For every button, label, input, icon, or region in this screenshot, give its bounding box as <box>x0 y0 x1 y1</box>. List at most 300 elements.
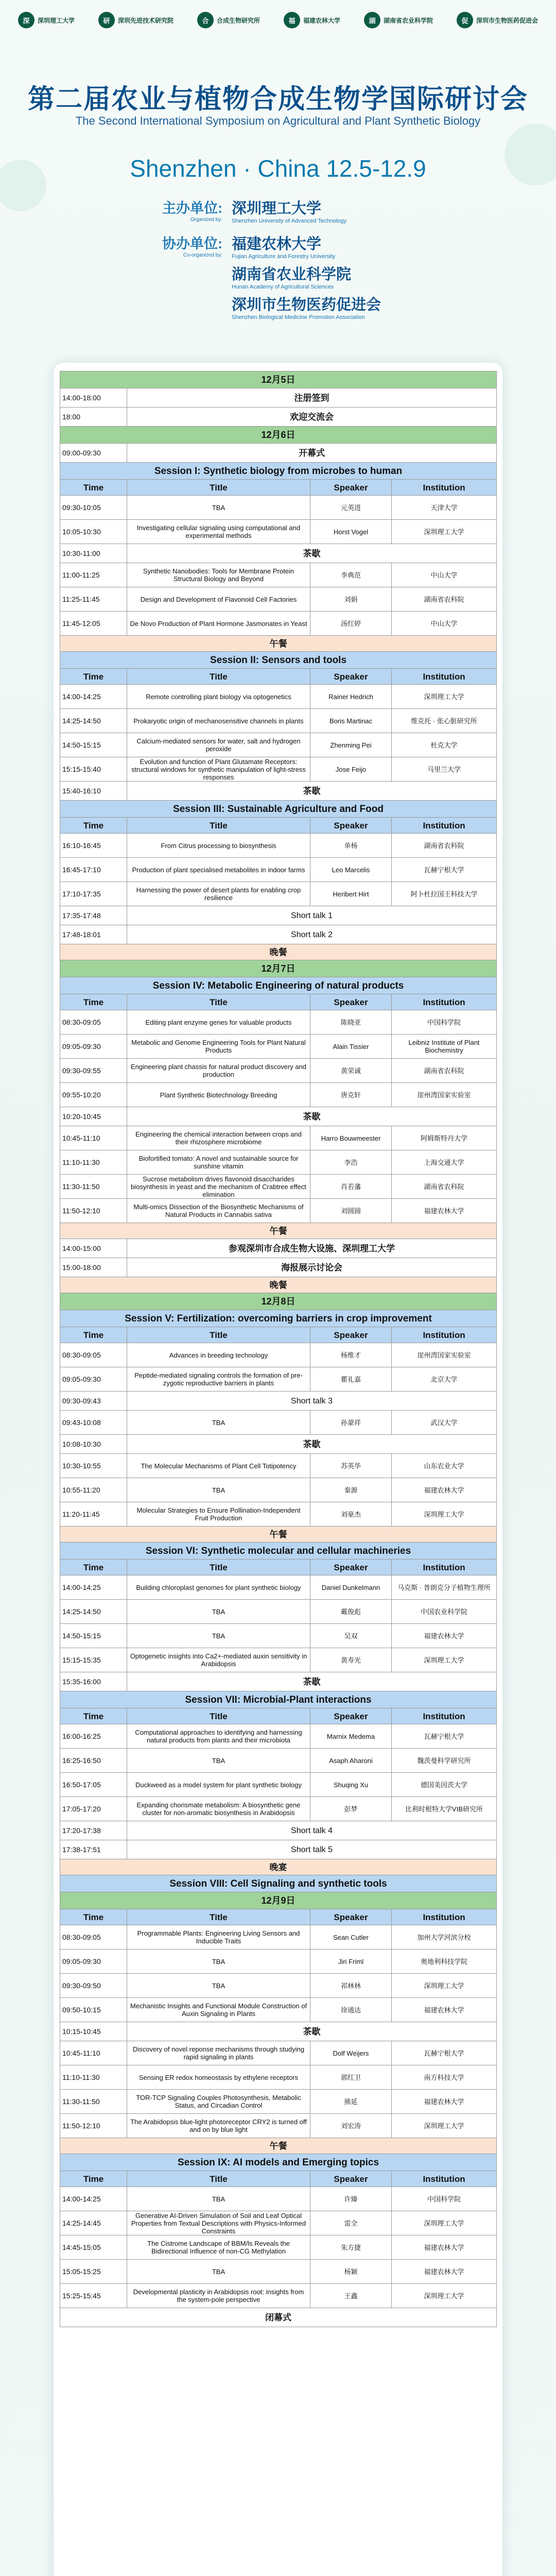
talk-speaker: Heribert Hirt <box>310 882 392 906</box>
event-label: 注册签到 <box>127 388 497 408</box>
column-header-institution: Institution <box>392 480 497 496</box>
talk-speaker: Alain Tissier <box>310 1035 392 1059</box>
talk-institution: 深圳理工大学 <box>392 685 497 709</box>
day-row <box>60 371 497 388</box>
talk-title: TBA <box>127 1624 310 1648</box>
talk-speaker: 苏英华 <box>310 1454 392 1478</box>
talk-row <box>60 1059 497 1083</box>
talk-speaker: 许臻 <box>310 2187 392 2211</box>
talk-time: 14:50-15:15 <box>60 733 127 757</box>
column-header-institution: Institution <box>392 1327 497 1343</box>
talk-institution: 比利时根特大学VIB研究所 <box>392 1797 497 1821</box>
talk-title: Prokaryotic origin of mechanosensitive channels in plants <box>127 709 310 733</box>
session-row <box>60 977 497 994</box>
talk-time: 09:05-09:30 <box>60 1950 127 1974</box>
siat-logo <box>18 12 75 28</box>
talk-row <box>60 1624 497 1648</box>
talk-time: 11:30-11:50 <box>60 2090 127 2114</box>
talk-speaker: 李浩 <box>310 1150 392 1175</box>
talk-title: Peptide-mediated signaling controls the formation of pre-zygotic reproductive barriers in plants <box>127 1367 310 1392</box>
talk-title: Multi-omics Dissection of the Biosynthetic Mechanisms of Natural Products in Cannabis sativa <box>127 1199 310 1223</box>
column-header-title: Title <box>127 994 310 1010</box>
meal-label: 午餐 <box>60 1527 497 1543</box>
talk-title: Sensing ER redox homeostasis by ethylene receptors <box>127 2065 310 2090</box>
event-time: 10:20-10:45 <box>60 1107 127 1126</box>
talk-time: 11:30-11:50 <box>60 1175 127 1199</box>
talk-institution: 瓦赫宁根大学 <box>392 858 497 882</box>
event-row <box>60 1239 497 1258</box>
talk-time: 09:05-09:30 <box>60 1367 127 1392</box>
institute-logo-icon: 研 <box>98 12 115 28</box>
coorganizer-name-en: Hunan Academy of Agricultural Sciences <box>232 284 334 290</box>
talk-speaker: Harro Bouwmeester <box>310 1126 392 1150</box>
talk-institution: 湖南省农科院 <box>392 1175 497 1199</box>
talk-institution: 瓦赫宁根大学 <box>392 2041 497 2065</box>
talk-time: 09:55-10:20 <box>60 1083 127 1107</box>
talk-title: The Molecular Mechanisms of Plant Cell Totipotency <box>127 1454 310 1478</box>
event-row <box>60 2022 497 2041</box>
talk-institution: 深圳理工大学 <box>392 1974 497 1998</box>
talk-row <box>60 496 497 520</box>
talk-speaker: Daniel Dunkelmann <box>310 1575 392 1600</box>
talk-title: Building chloroplast genomes for plant synthetic biology <box>127 1575 310 1600</box>
event-time: 15:35-16:00 <box>60 1672 127 1691</box>
organized-label-en: Organized by: <box>190 217 222 223</box>
coorganizer-name: 深圳市生物医药促进会 <box>232 297 381 313</box>
schedule-table <box>60 371 497 2327</box>
talk-time: 10:45-11:10 <box>60 1126 127 1150</box>
coorganizer-name-en: Shenzhen Biological Medicine Promotion Association <box>232 314 365 320</box>
column-header-time: Time <box>60 1560 127 1575</box>
column-header-time: Time <box>60 1909 127 1925</box>
talk-institution: 福建农林大学 <box>392 2090 497 2114</box>
talk-time: 10:05-10:30 <box>60 520 127 544</box>
talk-title: TBA <box>127 1600 310 1624</box>
logo-bar <box>0 4 556 36</box>
talk-title: TOR-TCP Signaling Couples Photosynthesis, Metabolic Status, and Circadian Control <box>127 2090 310 2114</box>
talk-speaker: 唐克轩 <box>310 1083 392 1107</box>
page-title-english: The Second International Symposium on Agricultural and Plant Synthetic Biology <box>75 114 481 127</box>
column-header-title: Title <box>127 669 310 685</box>
meal-label: 午餐 <box>60 2138 497 2154</box>
talk-row <box>60 1749 497 1773</box>
event-label: 茶歇 <box>127 2022 497 2041</box>
talk-row <box>60 757 497 782</box>
day-row <box>60 1293 497 1310</box>
synbio-logo <box>197 12 260 28</box>
column-header-speaker: Speaker <box>310 480 392 496</box>
column-header-institution: Institution <box>392 1560 497 1575</box>
page-title: 第二届农业与植物合成生物学国际研讨会 <box>27 84 528 114</box>
talk-row <box>60 1724 497 1749</box>
talk-title: Remote controlling plant biology via optogenetics <box>127 685 310 709</box>
talk-time: 16:50-17:05 <box>60 1773 127 1797</box>
talk-time: 11:25-11:45 <box>60 587 127 612</box>
session-row <box>60 463 497 480</box>
column-header-speaker: Speaker <box>310 2171 392 2187</box>
talk-speaker: 祁林林 <box>310 1974 392 1998</box>
talk-title: Computational approaches to identifying and harnessing natural products from plants and their microbiota <box>127 1724 310 1749</box>
organizer-name-en: Shenzhen University of Advanced Technology <box>232 218 346 224</box>
meal-row <box>60 1859 497 1875</box>
event-label: 茶歇 <box>127 1672 497 1691</box>
talk-institution: 福建农林大学 <box>392 2235 497 2260</box>
talk-time: 14:45-15:05 <box>60 2235 127 2260</box>
event-label: Short talk 4 <box>127 1821 497 1840</box>
talk-row <box>60 563 497 587</box>
coorganizer-name-en: Fujian Agriculture and Forestry University <box>232 253 336 260</box>
talk-institution: 福建农林大学 <box>392 1478 497 1502</box>
column-header-speaker: Speaker <box>310 669 392 685</box>
event-time: 17:48-18:01 <box>60 925 127 944</box>
talk-speaker: 杨颖 <box>310 2260 392 2284</box>
talk-row <box>60 587 497 612</box>
talk-time: 14:50-15:15 <box>60 1624 127 1648</box>
talk-institution: 福建农林大学 <box>392 2260 497 2284</box>
talk-institution: 天津大学 <box>392 496 497 520</box>
talk-title: Sucrose metabolism drives flavonoid disaccharides biosynthesis in yeast and the mechanism of Crabtree effect elimination <box>127 1175 310 1199</box>
talk-speaker: 刘娟 <box>310 587 392 612</box>
talk-row <box>60 1035 497 1059</box>
day-row <box>60 1892 497 1909</box>
talk-institution: 福建农林大学 <box>392 1998 497 2022</box>
column-header-institution: Institution <box>392 669 497 685</box>
coorganized-label: 协办单位: <box>162 236 222 251</box>
event-time: 10:15-10:45 <box>60 2022 127 2041</box>
column-header-time: Time <box>60 669 127 685</box>
closing-row <box>60 2308 497 2327</box>
talk-institution: 阿卜杜拉国王科技大学 <box>392 882 497 906</box>
talk-title: Optogenetic insights into Ca2+-mediated auxin sensitivity in Arabidopsis <box>127 1648 310 1672</box>
talk-row <box>60 1575 497 1600</box>
meal-label: 晚餐 <box>60 1277 497 1293</box>
day-label: 12月5日 <box>60 371 497 388</box>
talk-title: Calcium-mediated sensors for water, salt and hydrogen peroxide <box>127 733 310 757</box>
column-header-title: Title <box>127 1560 310 1575</box>
talk-institution: 瓦赫宁根大学 <box>392 1724 497 1749</box>
talk-speaker: 单杨 <box>310 834 392 858</box>
talk-speaker: 郭红卫 <box>310 2065 392 2090</box>
meal-row <box>60 1223 497 1239</box>
talk-row <box>60 1367 497 1392</box>
talk-row <box>60 1199 497 1223</box>
event-label: Short talk 5 <box>127 1840 497 1859</box>
talk-row <box>60 1083 497 1107</box>
talk-speaker: 瞿礼嘉 <box>310 1367 392 1392</box>
event-label: Short talk 2 <box>127 925 497 944</box>
association-logo <box>457 12 538 28</box>
column-header-title: Title <box>127 1327 310 1343</box>
event-label: 海报展示讨论会 <box>127 1258 497 1277</box>
logo-name: 深圳理工大学 <box>37 16 75 24</box>
event-label: Short talk 1 <box>127 906 497 925</box>
day-label: 12月7日 <box>60 960 497 977</box>
talk-title: Programmable Plants: Engineering Living Sensors and Inducible Traits <box>127 1925 310 1950</box>
talk-time: 16:45-17:10 <box>60 858 127 882</box>
event-time: 14:00-15:00 <box>60 1239 127 1258</box>
session-row <box>60 2154 497 2171</box>
day-label: 12月9日 <box>60 1892 497 1909</box>
talk-title: Duckweed as a model system for plant synthetic biology <box>127 1773 310 1797</box>
column-header-title: Title <box>127 1909 310 1925</box>
event-row <box>60 906 497 925</box>
column-header-time: Time <box>60 480 127 496</box>
organizers <box>145 197 464 329</box>
event-row <box>60 1672 497 1691</box>
session-title: Session VI: Synthetic molecular and cellular machineries <box>60 1543 497 1560</box>
coorganizer <box>232 263 381 290</box>
talk-institution: 阿姆斯特丹大学 <box>392 1126 497 1150</box>
synbio-logo-icon: 合 <box>197 12 214 28</box>
talk-time: 11:45-12:05 <box>60 612 127 636</box>
column-header-row <box>60 818 497 834</box>
talk-row <box>60 520 497 544</box>
session-title: Session V: Fertilization: overcoming barriers in crop improvement <box>60 1310 497 1327</box>
session-title: Session III: Sustainable Agriculture and Food <box>60 801 497 818</box>
talk-title: The Cistrome Landscape of BBM/ls Reveals the Bidirectional Influence of non-CG Methylation <box>127 2235 310 2260</box>
meal-row <box>60 1527 497 1543</box>
talk-title: TBA <box>127 1950 310 1974</box>
meal-label: 午餐 <box>60 1223 497 1239</box>
talk-institution: 深圳理工大学 <box>392 1648 497 1672</box>
event-time: 17:35-17:48 <box>60 906 127 925</box>
event-row <box>60 1258 497 1277</box>
column-header-speaker: Speaker <box>310 1560 392 1575</box>
talk-row <box>60 2211 497 2235</box>
talk-institution: 中国科学院 <box>392 2187 497 2211</box>
talk-title: Discovery of novel reponse mechanisms through studying rapid signaling in plants <box>127 2041 310 2065</box>
talk-speaker: 熊延 <box>310 2090 392 2114</box>
logo-name: 湖南省农业科学院 <box>383 16 433 24</box>
talk-speaker: 杨维才 <box>310 1343 392 1367</box>
talk-title: Design and Development of Flavonoid Cell Factories <box>127 587 310 612</box>
column-header-time: Time <box>60 2171 127 2187</box>
talk-speaker: 戴俊彪 <box>310 1600 392 1624</box>
talk-title: Evolution and function of Plant Glutamate Receptors: structural windows for synthetic manipulation of light-stress responses <box>127 757 310 782</box>
talk-speaker: Leo Marcelis <box>310 858 392 882</box>
talk-row <box>60 1600 497 1624</box>
talk-title: Generative AI-Driven Simulation of Soil and Leaf Optical Properties from Textual Descriptions with Physics-Informed Constraints <box>127 2211 310 2235</box>
talk-time: 09:30-09:55 <box>60 1059 127 1083</box>
talk-institution: 湖南省农科院 <box>392 587 497 612</box>
talk-time: 09:30-10:05 <box>60 496 127 520</box>
column-header-institution: Institution <box>392 1708 497 1724</box>
talk-title: TBA <box>127 496 310 520</box>
talk-time: 17:05-17:20 <box>60 1797 127 1821</box>
talk-row <box>60 1797 497 1821</box>
talk-time: 09:30-09:50 <box>60 1974 127 1998</box>
talk-time: 08:30-09:05 <box>60 1343 127 1367</box>
day-label: 12月6日 <box>60 427 497 444</box>
column-header-title: Title <box>127 480 310 496</box>
talk-row <box>60 2041 497 2065</box>
talk-time: 11:10-11:30 <box>60 1150 127 1175</box>
talk-row <box>60 2260 497 2284</box>
meal-row <box>60 2138 497 2154</box>
logo-name: 福建农林大学 <box>303 16 340 24</box>
talk-speaker: 黄荣诚 <box>310 1059 392 1083</box>
event-time: 14:00-18:00 <box>60 388 127 408</box>
talk-time: 14:00-14:25 <box>60 685 127 709</box>
column-header-title: Title <box>127 2171 310 2187</box>
talk-row <box>60 2284 497 2308</box>
talk-time: 08:30-09:05 <box>60 1010 127 1035</box>
talk-time: 16:25-16:50 <box>60 1749 127 1773</box>
talk-speaker: 朱方捷 <box>310 2235 392 2260</box>
talk-speaker: 李典范 <box>310 563 392 587</box>
event-row <box>60 388 497 408</box>
event-time: 09:30-09:43 <box>60 1392 127 1411</box>
talk-speaker: Zhenming Pei <box>310 733 392 757</box>
talk-row <box>60 709 497 733</box>
meal-row <box>60 1277 497 1293</box>
event-time: 15:00-18:00 <box>60 1258 127 1277</box>
meal-label: 午餐 <box>60 636 497 652</box>
talk-time: 15:15-15:40 <box>60 757 127 782</box>
column-header-row <box>60 669 497 685</box>
talk-institution: 深圳理工大学 <box>392 2114 497 2138</box>
talk-speaker: Shuqing Xu <box>310 1773 392 1797</box>
talk-speaker: Boris Martinac <box>310 709 392 733</box>
talk-time: 16:00-16:25 <box>60 1724 127 1749</box>
session-row <box>60 801 497 818</box>
talk-institution: 维克托 · 张心脏研究所 <box>392 709 497 733</box>
organizer <box>232 197 346 224</box>
talk-time: 11:20-11:45 <box>60 1502 127 1527</box>
talk-speaker: 徐通达 <box>310 1998 392 2022</box>
session-title: Session I: Synthetic biology from microbes to human <box>60 463 497 480</box>
session-row <box>60 652 497 669</box>
talk-institution: 湖南省农科院 <box>392 834 497 858</box>
event-time: 18:00 <box>60 408 127 427</box>
event-row <box>60 544 497 563</box>
session-title: Session VII: Microbial-Plant interactions <box>60 1691 497 1708</box>
talk-institution: 魏茨曼科学研究所 <box>392 1749 497 1773</box>
session-row <box>60 1691 497 1708</box>
event-time: 10:08-10:30 <box>60 1435 127 1454</box>
event-label: 茶歇 <box>127 1435 497 1454</box>
talk-institution: 德国美因茨大学 <box>392 1773 497 1797</box>
talk-row <box>60 2187 497 2211</box>
fafu-logo <box>284 12 340 28</box>
event-row <box>60 444 497 463</box>
event-time: 15:40-16:10 <box>60 782 127 801</box>
talk-time: 14:25-14:45 <box>60 2211 127 2235</box>
talk-institution: 崖州湾国家实验室 <box>392 1343 497 1367</box>
session-title: Session IV: Metabolic Engineering of natural products <box>60 977 497 994</box>
talk-institution: 深圳理工大学 <box>392 1502 497 1527</box>
column-header-title: Title <box>127 818 310 834</box>
column-header-title: Title <box>127 1708 310 1724</box>
event-time: 17:38-17:51 <box>60 1840 127 1859</box>
talk-institution: 深圳理工大学 <box>392 2211 497 2235</box>
talk-title: Synthetic Nanobodies: Tools for Membrane Protein Structural Biology and Beyond <box>127 563 310 587</box>
talk-title: Metabolic and Genome Engineering Tools for Plant Natural Products <box>127 1035 310 1059</box>
logo-name: 深圳市生物医药促进会 <box>476 16 538 24</box>
talk-time: 16:10-16:45 <box>60 834 127 858</box>
talk-institution: 崖州湾国家实验室 <box>392 1083 497 1107</box>
talk-time: 09:05-09:30 <box>60 1035 127 1059</box>
column-header-institution: Institution <box>392 1909 497 1925</box>
talk-title: Expanding chorismate metabolism: A biosynthetic gene cluster for non-aromatic biosynthesis in Arabidopsis <box>127 1797 310 1821</box>
talk-title: Production of plant specialised metabolites in indoor farms <box>127 858 310 882</box>
talk-row <box>60 1478 497 1502</box>
talk-title: TBA <box>127 1749 310 1773</box>
talk-institution: 加州大学河滨分校 <box>392 1925 497 1950</box>
talk-row <box>60 1974 497 1998</box>
event-time: 17:20-17:38 <box>60 1821 127 1840</box>
column-header-row <box>60 1708 497 1724</box>
column-header-row <box>60 480 497 496</box>
coorganizer <box>232 232 381 260</box>
column-header-speaker: Speaker <box>310 1327 392 1343</box>
column-header-time: Time <box>60 1327 127 1343</box>
closing-label: 闭幕式 <box>60 2308 497 2327</box>
talk-institution: 山东农业大学 <box>392 1454 497 1478</box>
talk-row <box>60 2235 497 2260</box>
event-label: 茶歇 <box>127 782 497 801</box>
logo-name: 合成生物研究所 <box>216 16 260 24</box>
talk-title: Mechanistic Insights and Functional Module Construction of Auxin Signaling in Plants <box>127 1998 310 2022</box>
event-label: 参观深圳市合成生物大设施、深圳理工大学 <box>127 1239 497 1258</box>
talk-time: 15:25-15:45 <box>60 2284 127 2308</box>
location-dates: Shenzhen · China 12.5-12.9 <box>130 155 426 182</box>
talk-speaker: 雷全 <box>310 2211 392 2235</box>
talk-speaker: 陈晓亚 <box>310 1010 392 1035</box>
column-header-row <box>60 1560 497 1575</box>
talk-institution: 中山大学 <box>392 612 497 636</box>
talk-speaker: 吴双 <box>310 1624 392 1648</box>
meal-row <box>60 636 497 652</box>
talk-speaker: 孙蒙祥 <box>310 1411 392 1435</box>
event-time: 09:00-09:30 <box>60 444 127 463</box>
talk-speaker: 刘圆圆 <box>310 1199 392 1223</box>
talk-title: Developmental plasticity in Arabidopsis root: insights from the system-pole perspective <box>127 2284 310 2308</box>
talk-title: Editing plant enzyme genes for valuable products <box>127 1010 310 1035</box>
column-header-institution: Institution <box>392 818 497 834</box>
meal-label: 晚宴 <box>60 1859 497 1875</box>
talk-speaker: 刘豪杰 <box>310 1502 392 1527</box>
event-label: 开幕式 <box>127 444 497 463</box>
talk-speaker: Asaph Aharoni <box>310 1749 392 1773</box>
column-header-speaker: Speaker <box>310 1909 392 1925</box>
talk-title: Engineering plant chassis for natural product discovery and production <box>127 1059 310 1083</box>
talk-row <box>60 882 497 906</box>
talk-row <box>60 1343 497 1367</box>
talk-row <box>60 1126 497 1150</box>
talk-time: 15:05-15:25 <box>60 2260 127 2284</box>
column-header-row <box>60 994 497 1010</box>
event-time: 10:30-11:00 <box>60 544 127 563</box>
event-row <box>60 925 497 944</box>
column-header-time: Time <box>60 818 127 834</box>
talk-row <box>60 1773 497 1797</box>
column-header-speaker: Speaker <box>310 1708 392 1724</box>
column-header-row <box>60 2171 497 2187</box>
column-header-institution: Institution <box>392 994 497 1010</box>
column-header-speaker: Speaker <box>310 994 392 1010</box>
talk-title: TBA <box>127 1411 310 1435</box>
talk-speaker: Dolf Weijers <box>310 2041 392 2065</box>
talk-time: 11:50-12:10 <box>60 1199 127 1223</box>
talk-row <box>60 834 497 858</box>
event-row <box>60 1821 497 1840</box>
talk-time: 14:25-14:50 <box>60 1600 127 1624</box>
talk-institution: 上海交通大学 <box>392 1150 497 1175</box>
talk-title: TBA <box>127 1974 310 1998</box>
coorganizer <box>232 293 381 320</box>
talk-time: 15:15-15:35 <box>60 1648 127 1672</box>
